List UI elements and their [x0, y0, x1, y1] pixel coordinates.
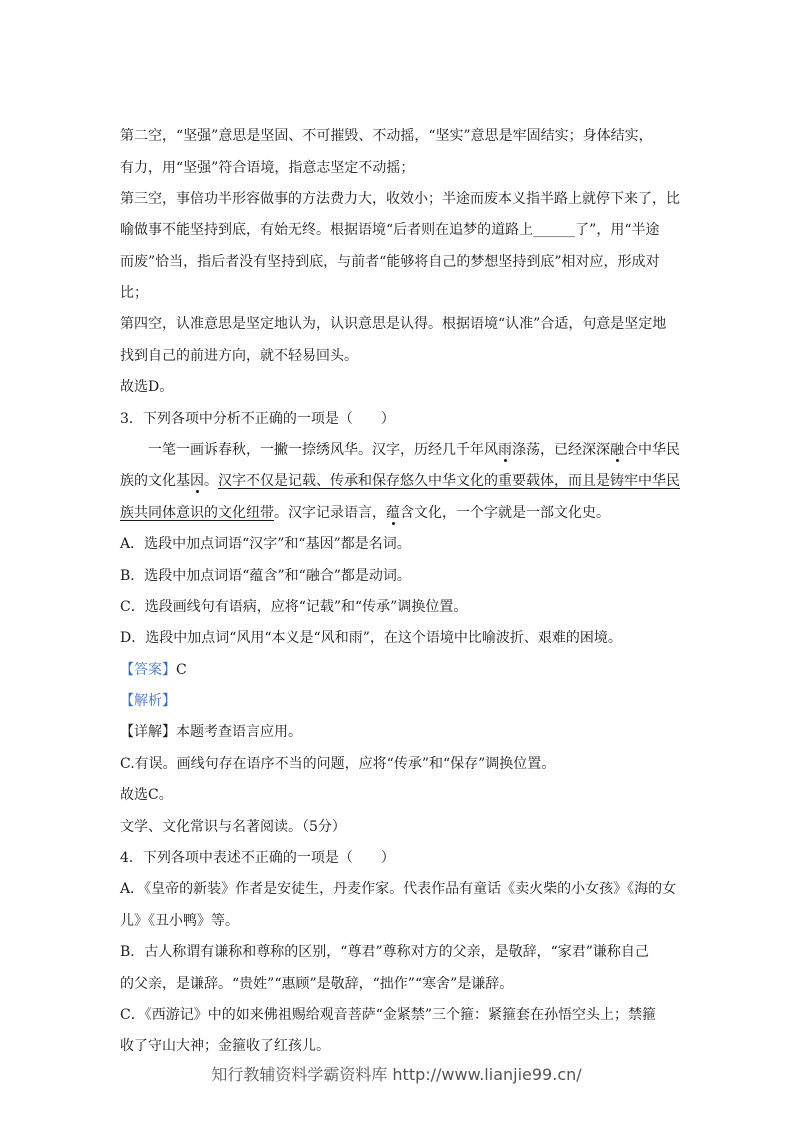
text-line: 而废”恰当，指后者没有坚持到底，与前者“能够将自己的梦想坚持到底”相对应，形成对: [120, 254, 660, 270]
passage-text: 合中华民: [624, 442, 680, 458]
dotted-char: 雨: [498, 442, 512, 458]
option-a: A．《皇帝的新装》作者是安徒生，丹麦作家。代表作品有童话《卖火柴的小女孩》《海的女: [120, 881, 677, 897]
text-line: 找到自己的前进方向，就不轻易回头。: [120, 348, 358, 364]
option-a: A．选段中加点词语“汉字”和“基因”都是名词。: [120, 536, 411, 552]
analysis-line: [120, 691, 176, 711]
option-c: C．《西游记》中的如来佛祖赐给观音菩萨“金紧禁”三个箍：紧箍套在孙悟空头上；禁箍: [120, 1007, 657, 1023]
text-line: 喻做事不能坚持到底，有始无终。根据语境“后者则在追梦的道路上______了”，用“半途: [120, 222, 660, 238]
answer-tag: 【答案】: [120, 662, 176, 678]
underlined-sentence: 族共同体意识的文化纽带: [120, 505, 274, 521]
text-line: 第二空，“坚强”意思是坚固、不可摧毁、不动摇，“坚实”意思是牢固结实；身体结实，: [120, 128, 653, 144]
passage-text: 含文化，一个字就是一部文化史。: [400, 505, 610, 521]
option-b-cont: 的父亲，是谦辞。“贵姓”“惠顾”是敬辞，“拙作”“寒舍”是谦辞。: [120, 976, 514, 992]
question-stem: 3．下列各项中分析不正确的一项是（ ）: [120, 411, 395, 427]
footer-watermark: 知行教辅资料学霸资料库 http://www.lianjie99.cn/: [211, 1065, 582, 1084]
text-line: 故选D。: [120, 379, 174, 395]
passage-line: [148, 440, 680, 460]
analysis-tag: 【解析】: [120, 693, 176, 709]
passage-text: 。: [204, 473, 218, 489]
option-b: B．古人称谓有谦称和尊称的区别，“尊君”尊称对方的父亲，是敬辞，“家君”谦称自己: [120, 944, 649, 960]
section-heading: 文学、文化常识与名著阅读。（5分）: [120, 819, 346, 835]
text-line: 有力，用“坚强”符合语境，指意志坚定不动摇；: [120, 160, 415, 176]
option-b: B．选段中加点词语“蕴含”和“融合”都是动词。: [120, 568, 411, 584]
option-c: C．选段画线句有语病，应将“记载”和“传承”调换位置。: [120, 599, 468, 615]
text-line: C.有误。画线句存在语序不当的问题，应将“传承”和“保存”调换位置。: [120, 756, 556, 772]
question-stem: 4．下列各项中表述不正确的一项是（ ）: [120, 850, 395, 866]
underlined-sentence: 汉字不仅是记载、传承和保存悠久中华文化的重要载体，而且是铸牢中华民: [218, 473, 680, 489]
dotted-char: 融: [610, 442, 624, 458]
dotted-char: 蕴: [386, 505, 400, 521]
option-a-cont: 儿》《丑小鸭》等。: [120, 913, 239, 929]
answer-line: [120, 660, 187, 680]
passage-text: 族的文化基: [120, 473, 190, 489]
passage-text: 涤荡，已经深深: [512, 442, 610, 458]
text-line: 第三空，事倍功半形容做事的方法费力大，收效小；半途而废本义指半路上就停下来了，比: [120, 191, 680, 207]
passage-line: [120, 503, 610, 523]
text-line: 【详解】本题考查语言应用。: [120, 724, 302, 740]
option-c-cont: 收了守山大神；金箍收了红孩儿。: [120, 1038, 330, 1054]
text-line: 比；: [120, 285, 148, 301]
dotted-char: 因: [190, 473, 204, 489]
text-line: 故选C。: [120, 787, 173, 803]
passage-text: 一笔一画诉春秋，一撇一捺绣风华。汉字，历经几千年风: [148, 442, 498, 458]
passage-line: [120, 471, 680, 491]
passage-text: 。汉字记录语言，: [274, 505, 386, 521]
option-d: D．选段中加点词“风用“本义是“风和雨”，在这个语境中比喻波折、艰难的困境。: [120, 630, 622, 646]
text-line: 第四空，认准意思是坚定地认为，认识意思是认得。根据语境“认准”合适，句意是坚定地: [120, 316, 667, 332]
answer-value: C: [176, 662, 187, 678]
